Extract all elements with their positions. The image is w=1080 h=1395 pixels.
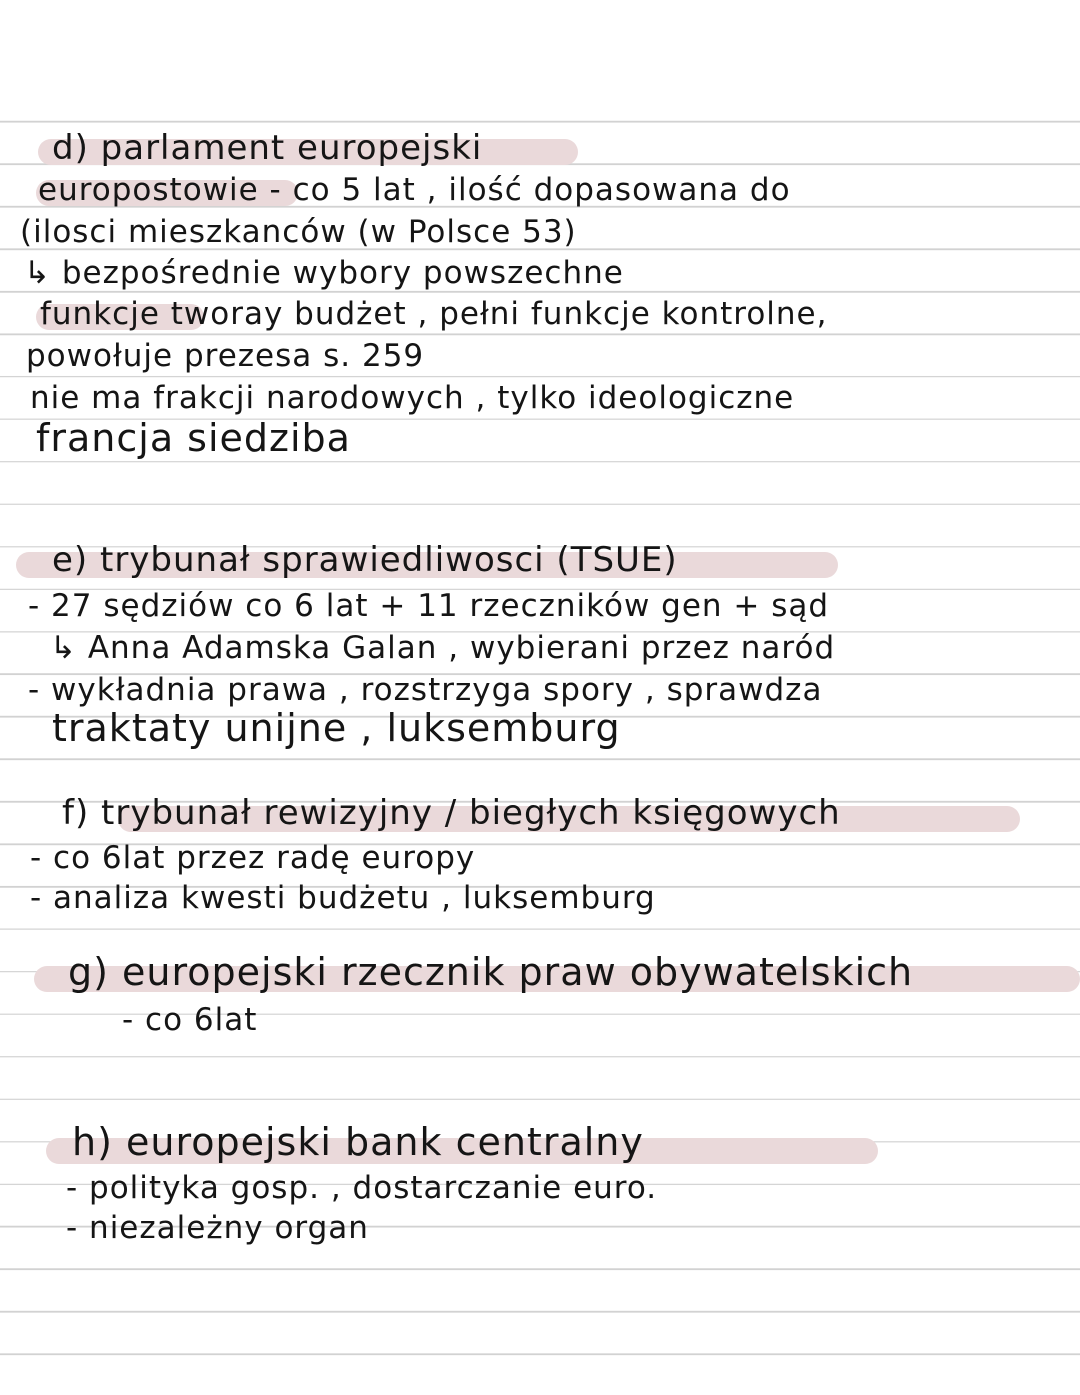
note-line: - wykładnia prawa , rozstrzyga spory , sprawdza bbox=[28, 672, 823, 708]
note-line: - 27 sędziów co 6 lat + 11 rzeczników gen + sąd bbox=[28, 588, 830, 624]
note-line: traktaty unijne , luksemburg bbox=[52, 706, 621, 750]
note-line: funkcje tworay budżet , pełni funkcje kontrolne, bbox=[40, 296, 828, 332]
section-heading-d: d) parlament europejski bbox=[52, 128, 483, 168]
note-line: francja siedziba bbox=[36, 416, 351, 460]
note-line: (ilosci mieszkanców (w Polsce 53) bbox=[20, 214, 577, 250]
note-line: ↳ bezpośrednie wybory powszechne bbox=[24, 255, 624, 291]
note-line: - polityka gosp. , dostarczanie euro. bbox=[66, 1170, 658, 1206]
note-line: nie ma frakcji narodowych , tylko ideologiczne bbox=[30, 380, 795, 416]
note-line: europostowie - co 5 lat , ilość dopasowana do bbox=[38, 172, 791, 208]
note-line: - analiza kwesti budżetu , luksemburg bbox=[30, 880, 656, 916]
section-heading-h: h) europejski bank centralny bbox=[72, 1120, 644, 1164]
note-line: ↳ Anna Adamska Galan , wybierani przez naród bbox=[50, 630, 836, 666]
note-line: - co 6lat bbox=[122, 1002, 258, 1038]
section-heading-e: e) trybunał sprawiedliwosci (TSUE) bbox=[52, 540, 678, 580]
section-heading-f: f) trybunał rewizyjny / biegłych księgowych bbox=[62, 793, 841, 833]
note-line: powołuje prezesa s. 259 bbox=[26, 338, 425, 374]
section-heading-g: g) europejski rzecznik praw obywatelskich bbox=[68, 950, 914, 994]
note-line: - niezależny organ bbox=[66, 1210, 369, 1246]
note-line: - co 6lat przez radę europy bbox=[30, 840, 476, 876]
